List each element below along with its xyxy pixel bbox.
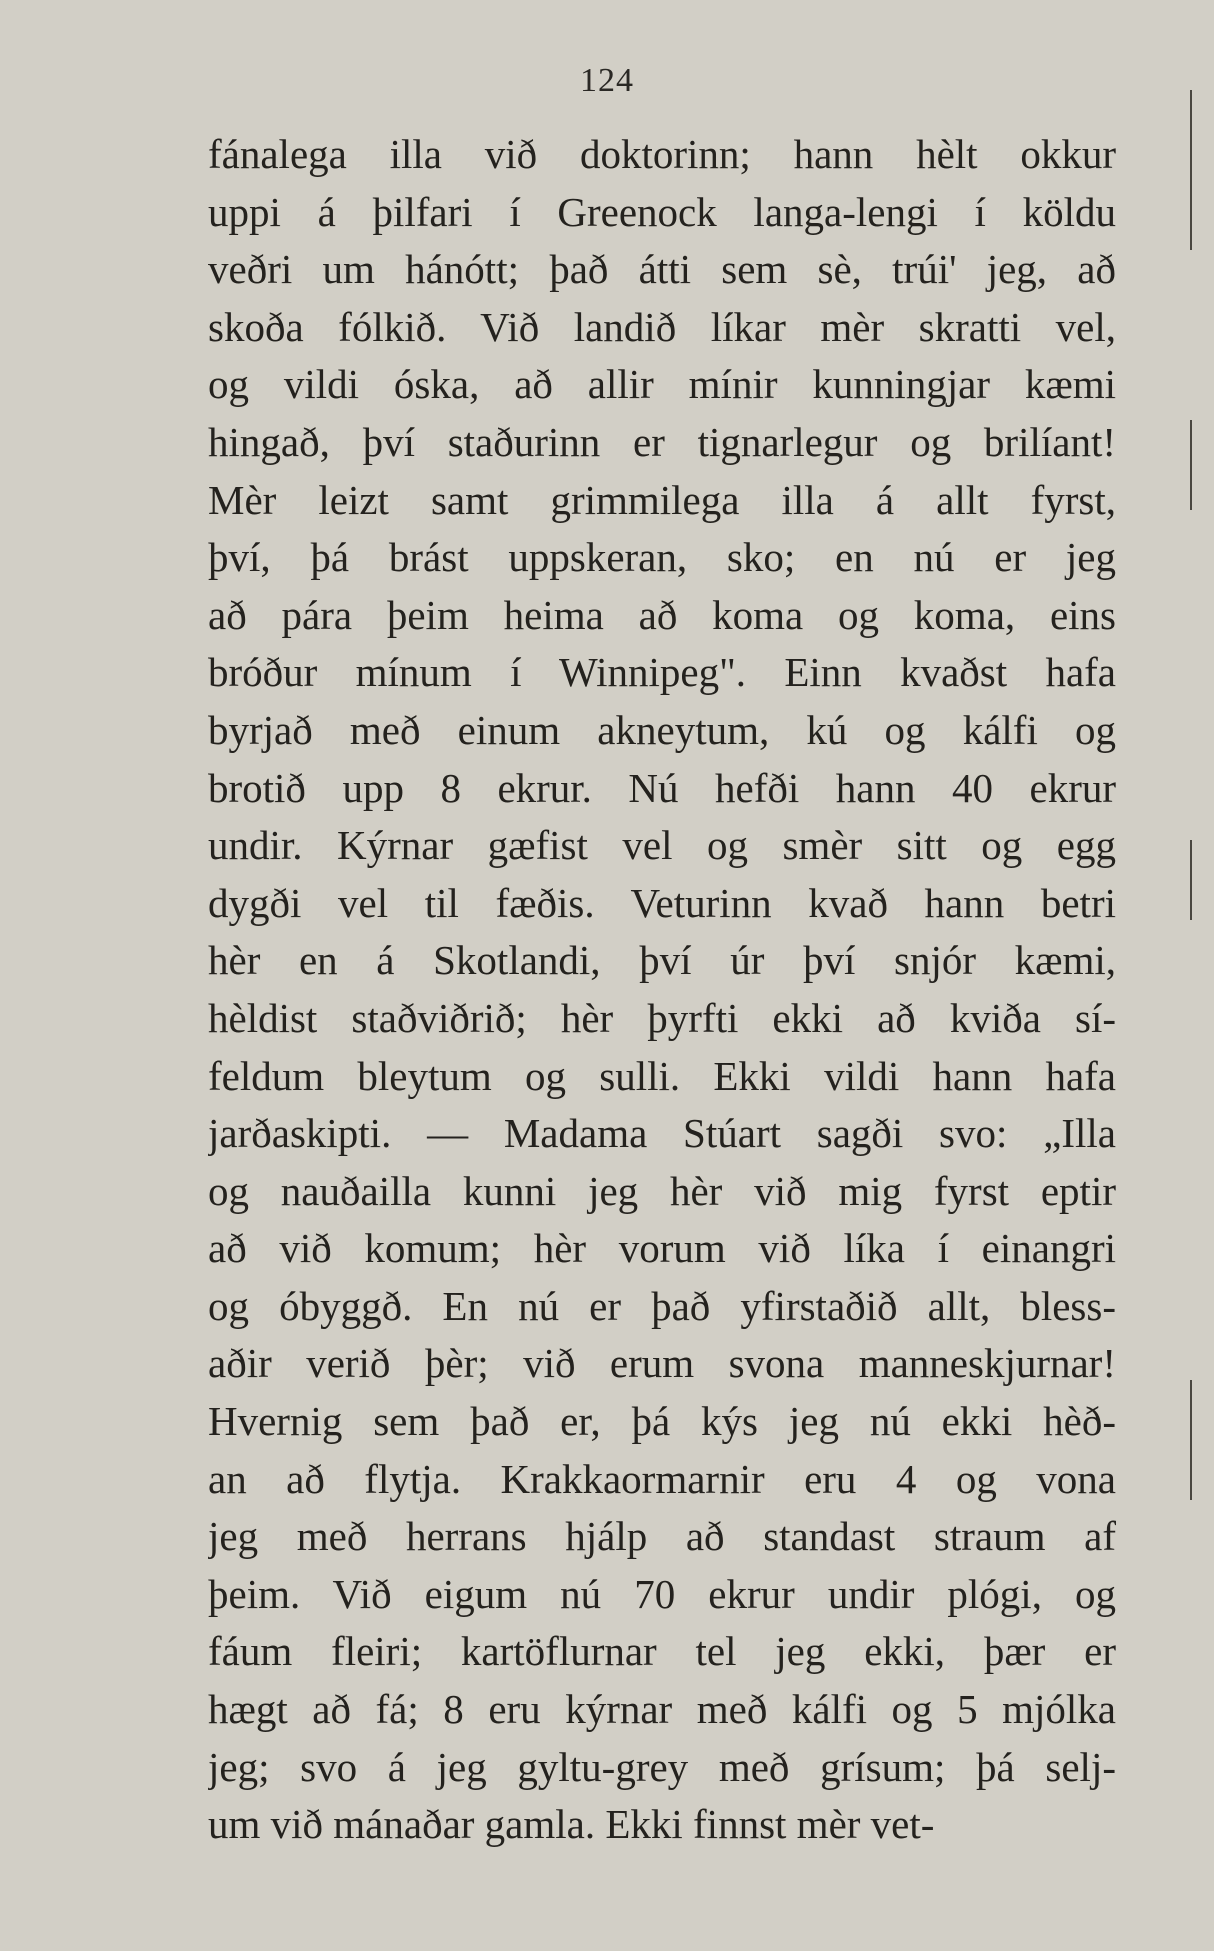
text-line-18: jarðaskipti. — Madama Stúart sagði svo: „Illa bbox=[208, 1110, 1116, 1157]
text-line-8: því, þá brást uppskeran, sko; en nú er jeg bbox=[208, 534, 1116, 581]
text-line-11: byrjað með einum akneytum, kú og kálfi og bbox=[208, 706, 1116, 753]
text-line-1: fánalega illa við doktorinn; hann hèlt okkur bbox=[208, 131, 1116, 177]
text-line-30: um við mánaðar gamla. Ekki finnst mèr vet- bbox=[208, 1801, 935, 1848]
page-edge-mark bbox=[1190, 90, 1192, 250]
text-line-27: fáum fleiri; kartöflurnar tel jeg ekki, þær er bbox=[208, 1628, 1116, 1675]
text-line-17: feldum bleytum og sulli. Ekki vildi hann hafa bbox=[208, 1052, 1116, 1099]
text-line-23: Hvernig sem það er, þá kýs jeg nú ekki hèð- bbox=[208, 1398, 1116, 1445]
page-edge-mark bbox=[1190, 840, 1192, 920]
text-line-12: brotið upp 8 ekrur. Nú hefði hann 40 ekrur bbox=[208, 764, 1116, 811]
text-line-3: veðri um hánótt; það átti sem sè, trúi' jeg, að bbox=[208, 246, 1116, 293]
text-line-5: og vildi óska, að allir mínir kunningjar kæmi bbox=[208, 361, 1116, 408]
text-line-14: dygði vel til fæðis. Veturinn kvað hann betri bbox=[208, 879, 1116, 926]
text-line-7: Mèr leizt samt grimmilega illa á allt fyrst, bbox=[208, 476, 1116, 523]
page-edge-mark bbox=[1190, 420, 1192, 510]
text-line-28: hægt að fá; 8 eru kýrnar með kálfi og 5 mjólka bbox=[208, 1686, 1116, 1733]
text-line-4: skoða fólkið. Við landið líkar mèr skratti vel, bbox=[208, 303, 1116, 350]
page-edge-mark bbox=[1190, 1380, 1192, 1500]
text-line-15: hèr en á Skotlandi, því úr því snjór kæmi, bbox=[208, 937, 1116, 984]
text-line-24: an að flytja. Krakkaormarnir eru 4 og vona bbox=[208, 1455, 1116, 1502]
text-line-10: bróður mínum í Winnipeg". Einn kvaðst hafa bbox=[208, 649, 1116, 696]
text-line-6: hingað, því staðurinn er tignarlegur og brilíant! bbox=[208, 418, 1116, 465]
text-line-19: og nauðailla kunni jeg hèr við mig fyrst eptir bbox=[208, 1167, 1116, 1214]
text-line-9: að pára þeim heima að koma og koma, eins bbox=[208, 591, 1116, 638]
text-line-26: þeim. Við eigum nú 70 ekrur undir plógi, og bbox=[208, 1570, 1116, 1617]
text-line-20: að við komum; hèr vorum við líka í einangri bbox=[208, 1225, 1116, 1272]
text-line-25: jeg með herrans hjálp að standast straum af bbox=[208, 1513, 1116, 1560]
text-line-13: undir. Kýrnar gæfist vel og smèr sitt og egg bbox=[208, 822, 1116, 869]
page-number: 124 bbox=[580, 62, 634, 99]
body-text bbox=[208, 126, 1116, 1854]
text-line-16: hèldist staðviðrið; hèr þyrfti ekki að kviða sí- bbox=[208, 994, 1116, 1041]
text-line-29: jeg; svo á jeg gyltu-grey með grísum; þá selj- bbox=[208, 1743, 1116, 1790]
text-line-21: og óbyggð. En nú er það yfirstaðið allt, bless- bbox=[208, 1282, 1116, 1329]
text-line-22: aðir verið þèr; við erum svona manneskjurnar! bbox=[208, 1340, 1116, 1387]
text-line-2: uppi á þilfari í Greenock langa-lengi í köldu bbox=[208, 188, 1116, 235]
